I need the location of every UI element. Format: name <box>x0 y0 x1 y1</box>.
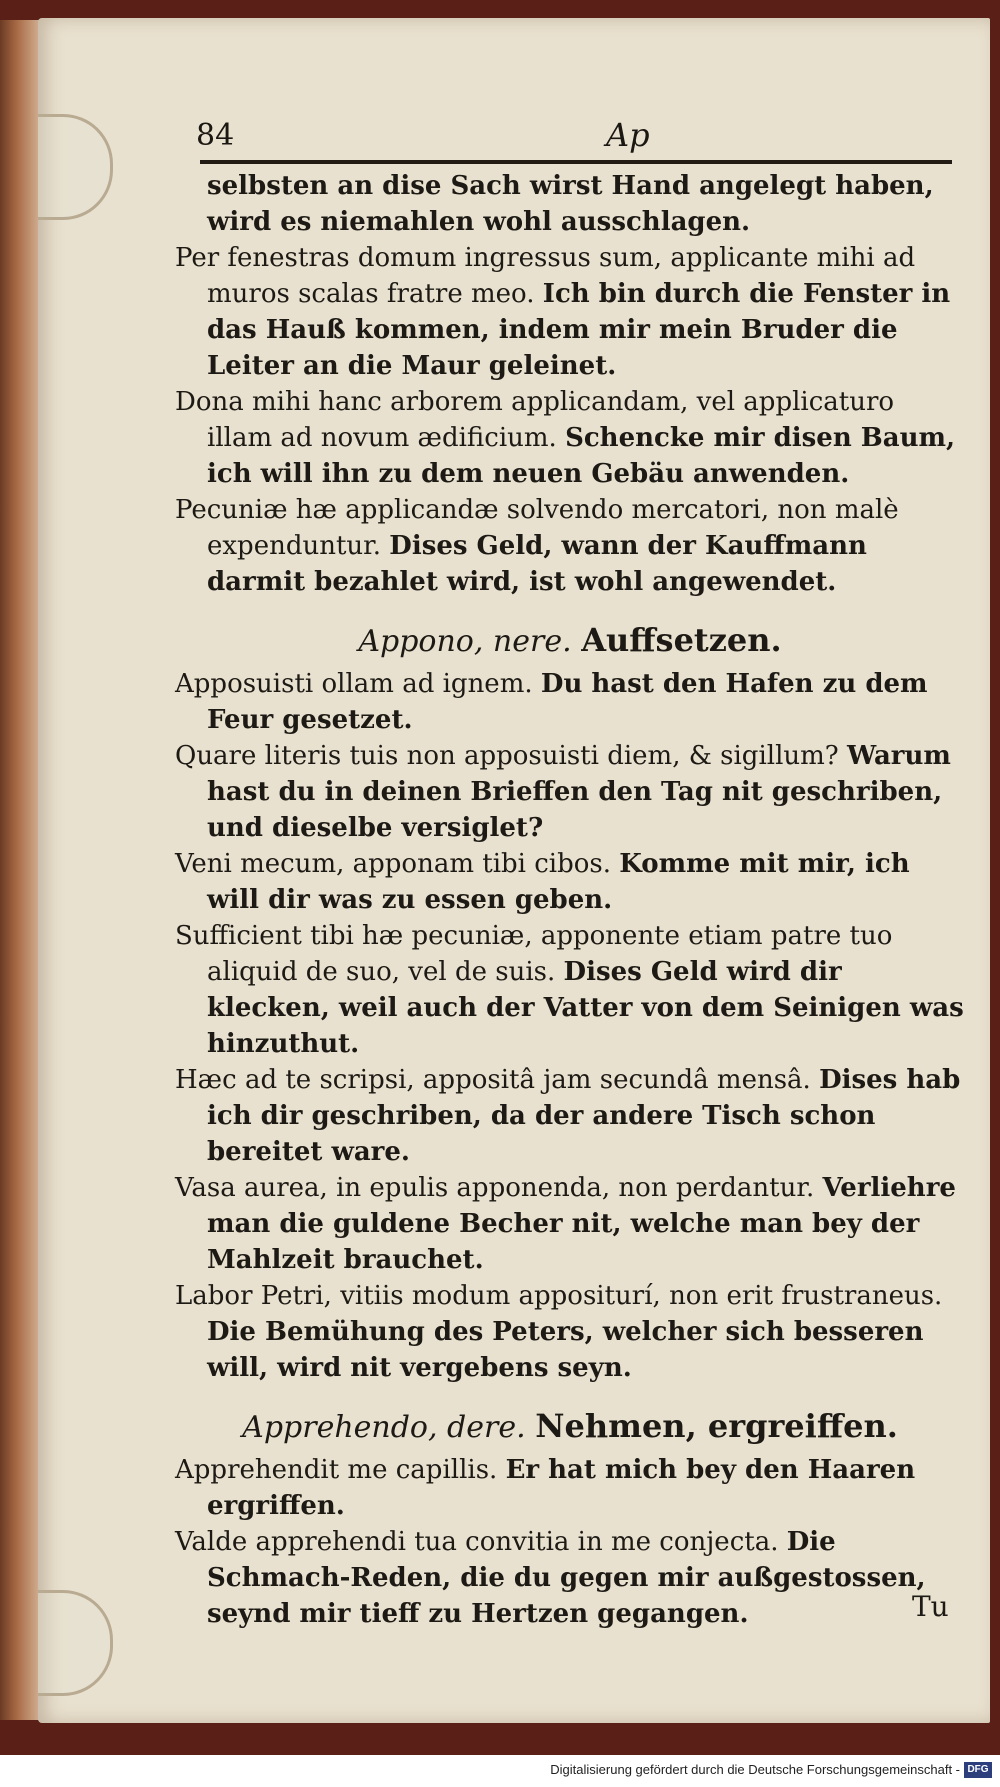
book-edge <box>0 20 42 1720</box>
german-translation: Du hast den Hafen zu dem Feur gesetzet. <box>207 669 928 735</box>
header-rule <box>200 160 952 164</box>
latin-phrase: Quare literis tuis non apposuisti diem, & sigillum? <box>175 741 839 771</box>
dictionary-text <box>175 168 965 1632</box>
german-translation: Dises hab ich dir geschriben, da der andere Tisch schon bereitet ware. <box>207 1065 961 1167</box>
latin-phrase: Veni mecum, apponam tibi cibos. <box>175 849 612 879</box>
dictionary-entry <box>175 1452 965 1524</box>
heading-translation: Nehmen, ergreiffen. <box>535 1407 898 1445</box>
footer-bar <box>0 1755 1000 1787</box>
latin-phrase: Sufficient tibi hæ pecuniæ, apponente etiam patre tuo aliquid de suo, vel de suis. <box>175 921 893 987</box>
german-translation: Er hat mich bey den Haaren ergriffen. <box>207 1455 916 1521</box>
latin-phrase: Labor Petri, vitiis modum appositurí, non erit frustraneus. <box>175 1281 943 1311</box>
latin-phrase: Dona mihi hanc arborem applicandam, vel applicaturo illam ad novum ædificium. <box>175 387 895 453</box>
dictionary-entry <box>175 1278 965 1386</box>
german-translation: Die Schmach-Reden, die du gegen mir außgestossen, seynd mir tieff zu Hertzen gegangen. <box>207 1527 926 1629</box>
dictionary-entry <box>175 918 965 1062</box>
latin-phrase: Hæc ad te scripsi, appositâ jam secundâ mensâ. <box>175 1065 811 1095</box>
heading-lemma: Apprehendo, dere. <box>242 1410 526 1445</box>
catchword: Tu <box>912 1590 949 1623</box>
footer-credit: Digitalisierung gefördert durch die Deutsche Forschungsgemeinschaft - <box>550 1762 960 1777</box>
latin-phrase: Vasa aurea, in epulis apponenda, non perdantur. <box>175 1173 815 1203</box>
german-translation: selbsten an dise Sach wirst Hand angelegt haben, wird es niemahlen wohl ausschlagen. <box>207 171 934 237</box>
dictionary-entry <box>175 666 965 738</box>
latin-phrase: Apposuisti ollam ad ignem. <box>175 669 533 699</box>
german-translation: Ich bin durch die Fenster in das Hauß kommen, indem mir mein Bruder die Leiter an die Maur geleinet. <box>207 279 951 381</box>
dictionary-entry <box>175 1062 965 1170</box>
dictionary-entry <box>175 492 965 600</box>
running-head: Ap <box>606 116 650 154</box>
dfg-logo: DFG <box>964 1762 992 1778</box>
dictionary-entry <box>175 240 965 384</box>
entries-appono <box>175 666 965 1386</box>
latin-phrase: Apprehendit me capillis. <box>175 1455 498 1485</box>
german-translation: Dises Geld wird dir klecken, weil auch der Vatter von dem Seinigen was hinzuthut. <box>207 957 964 1059</box>
entries-apprehendo <box>175 1452 965 1632</box>
german-translation: Die Bemühung des Peters, welcher sich besseren will, wird nit vergebens seyn. <box>207 1317 924 1383</box>
heading-translation: Auffsetzen. <box>581 621 782 659</box>
german-translation: Dises Geld, wann der Kauffmann darmit bezahlet wird, ist wohl angewendet. <box>207 531 867 597</box>
dictionary-entry <box>175 384 965 492</box>
entries-top <box>175 168 965 600</box>
page-clip-top <box>38 114 113 220</box>
dictionary-entry <box>175 846 965 918</box>
dictionary-entry <box>175 1170 965 1278</box>
lemma-heading-apprehendo <box>175 1408 965 1446</box>
page-number: 84 <box>196 118 235 153</box>
german-translation: Schencke mir disen Baum, ich will ihn zu dem neuen Gebäu anwenden. <box>207 423 956 489</box>
latin-phrase: Valde apprehendi tua convitia in me conjecta. <box>175 1527 779 1557</box>
page-clip-bottom <box>38 1590 113 1696</box>
german-translation: Komme mit mir, ich will dir was zu essen geben. <box>207 849 910 915</box>
latin-phrase: Per fenestras domum ingressus sum, applicante mihi ad muros scalas fratre meo. <box>175 243 916 309</box>
page-header <box>196 116 956 166</box>
dictionary-entry <box>175 738 965 846</box>
german-translation: Warum hast du in deinen Brieffen den Tag nit geschriben, und dieselbe versiglet? <box>207 741 951 843</box>
heading-lemma: Appono, nere. <box>358 624 572 659</box>
latin-phrase: Pecuniæ hæ applicandæ solvendo mercatori, non malè expenduntur. <box>175 495 899 561</box>
dictionary-entry <box>175 168 965 240</box>
lemma-heading-appono <box>175 622 965 660</box>
dictionary-entry <box>175 1524 965 1632</box>
german-translation: Verliehre man die guldene Becher nit, welche man bey der Mahlzeit brauchet. <box>207 1173 956 1275</box>
